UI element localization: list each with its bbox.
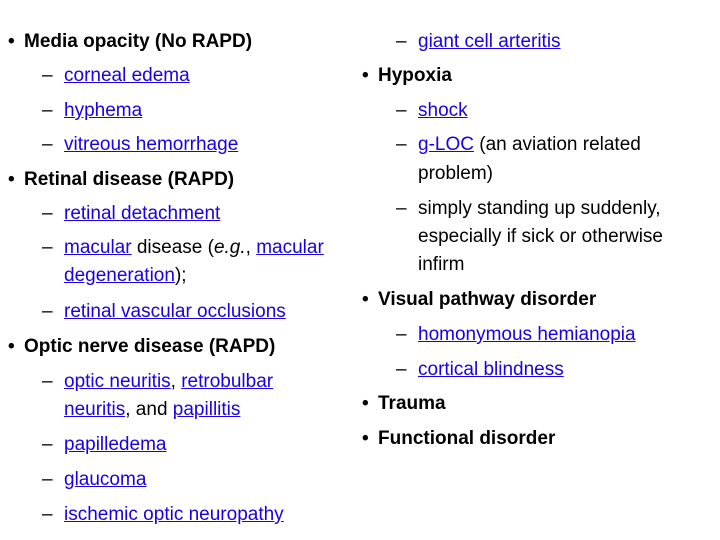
link-glaucoma[interactable]: glaucoma [64, 469, 147, 490]
dash-glyph: – [42, 134, 53, 155]
subitem-standing-cont2 [418, 253, 464, 277]
item-label: Visual pathway disorder [378, 289, 597, 310]
dash-glyph: – [42, 504, 53, 525]
dash-glyph: – [42, 237, 53, 258]
subitem-optic-neuritis-cont [64, 398, 240, 422]
bullet-glyph: • [362, 65, 369, 86]
bullet-glyph: • [8, 31, 15, 52]
link-macular[interactable]: macular [64, 237, 132, 258]
link-retinal-detachment[interactable]: retinal detachment [64, 203, 221, 224]
subitem-retinal-vascular [42, 300, 286, 324]
link-vitreous-hemorrhage[interactable]: vitreous hemorrhage [64, 134, 239, 155]
dash-glyph: – [42, 469, 53, 490]
bullet-glyph: • [362, 289, 369, 310]
item-label: Optic nerve disease (RAPD) [24, 336, 276, 357]
bullet-glyph: • [8, 336, 15, 357]
subitem-ischemic [42, 503, 284, 527]
dash-glyph: – [396, 324, 407, 345]
text-fragment: (an aviation related [473, 134, 641, 155]
dash-glyph: – [42, 301, 53, 322]
link-retrobulbar[interactable]: retrobulbar [181, 371, 274, 392]
item-label: Functional disorder [378, 428, 556, 449]
text-fragment: , and [125, 399, 173, 420]
dash-glyph: – [42, 100, 53, 121]
link-homonymous-hemianopia[interactable]: homonymous hemianopia [418, 324, 636, 345]
dash-glyph: – [42, 371, 53, 392]
dash-glyph: – [42, 65, 53, 86]
link-optic-neuritis[interactable]: optic neuritis [64, 371, 171, 392]
subitem-retinal-detachment [42, 202, 220, 226]
link-cortical-blindness[interactable]: cortical blindness [418, 359, 564, 380]
text-fragment: simply standing up suddenly, [418, 198, 661, 219]
dash-glyph: – [42, 434, 53, 455]
link-neuritis[interactable]: neuritis [64, 399, 126, 420]
item-label: Retinal disease (RAPD) [24, 169, 235, 190]
text-fragment: especially if sick or otherwise [418, 226, 663, 247]
bullet-retinal-disease [8, 168, 234, 192]
subitem-hyphema [42, 99, 142, 123]
text-fragment: infirm [418, 254, 465, 275]
link-ischemic-optic-neuropathy[interactable]: ischemic optic neuropathy [64, 504, 284, 525]
dash-glyph: – [42, 203, 53, 224]
dash-glyph: – [396, 31, 407, 52]
subitem-glaucoma [42, 468, 146, 492]
item-label: Trauma [378, 393, 446, 414]
text-fragment: problem) [418, 163, 493, 184]
link-papilledema[interactable]: papilledema [64, 434, 167, 455]
subitem-vitreous-hemorrhage [42, 133, 238, 157]
link-degeneration[interactable]: degeneration [64, 265, 175, 286]
dash-glyph: – [396, 100, 407, 121]
text-fragment: disease ( [131, 237, 214, 258]
link-hyphema[interactable]: hyphema [64, 100, 143, 121]
text-fragment: , [245, 237, 257, 258]
bullet-glyph: • [362, 393, 369, 414]
bullet-media-opacity [8, 30, 252, 54]
subitem-optic-neuritis [42, 370, 273, 394]
subitem-macular-cont [64, 264, 187, 288]
subitem-gloc-cont [418, 162, 493, 186]
subitem-macular-disease [42, 236, 324, 260]
bullet-glyph: • [362, 428, 369, 449]
bullet-glyph: • [8, 169, 15, 190]
link-macular-2[interactable]: macular [256, 237, 324, 258]
text-fragment: ); [174, 265, 187, 286]
dash-glyph: – [396, 198, 407, 219]
subitem-giant-cell [396, 30, 561, 54]
link-retinal-vascular[interactable]: retinal vascular occlusions [64, 301, 286, 322]
bullet-optic-nerve [8, 335, 275, 359]
item-label: Media opacity (No RAPD) [24, 31, 253, 52]
subitem-corneal-edema [42, 64, 190, 88]
subitem-shock [396, 99, 468, 123]
subitem-homonymous [396, 323, 636, 347]
item-label: Hypoxia [378, 65, 452, 86]
bullet-hypoxia [362, 64, 452, 88]
link-giant-cell-arteritis[interactable]: giant cell arteritis [418, 31, 561, 52]
subitem-gloc [396, 133, 641, 157]
dash-glyph: – [396, 359, 407, 380]
subitem-standing-cont [418, 225, 663, 249]
bullet-functional [362, 427, 555, 451]
subitem-standing [396, 197, 661, 221]
link-papillitis[interactable]: papillitis [172, 399, 241, 420]
bullet-trauma [362, 392, 446, 416]
link-g-loc[interactable]: g-LOC [418, 134, 474, 155]
bullet-visual-pathway [362, 288, 596, 312]
subitem-cortical [396, 358, 564, 382]
subitem-papilledema [42, 433, 166, 457]
text-fragment: , [170, 371, 182, 392]
text-eg: e.g. [213, 237, 246, 258]
link-corneal-edema[interactable]: corneal edema [64, 65, 190, 86]
link-shock[interactable]: shock [418, 100, 468, 121]
dash-glyph: – [396, 134, 407, 155]
